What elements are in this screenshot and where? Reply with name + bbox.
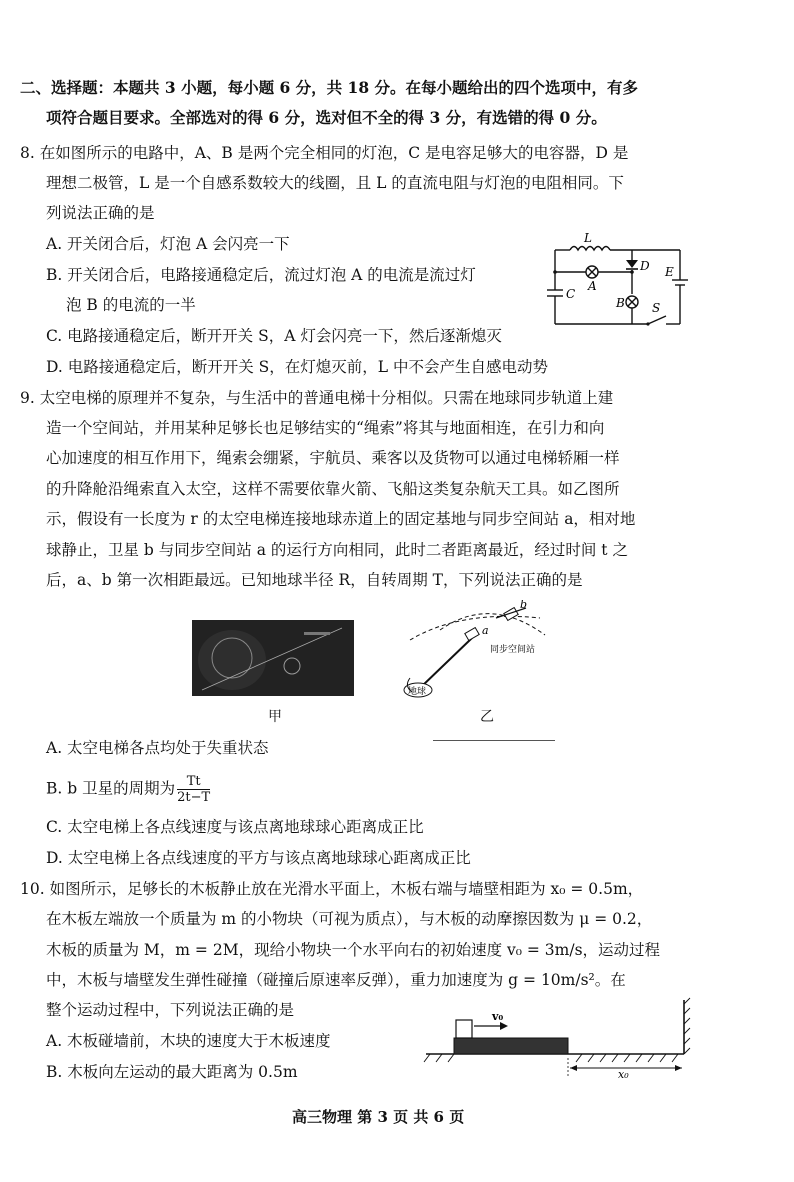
q9-option-b	[46, 774, 210, 805]
circuit-label-l: L	[584, 232, 592, 245]
fig-caption-jia: 甲	[268, 709, 282, 725]
q9-stem-line3: 心加速度的相互作用下，绳索会绷紧，宇航员、乘客以及货物可以通过电梯轿厢一样	[46, 449, 620, 467]
station-a-label: a	[482, 624, 489, 637]
orbit-diagram	[400, 600, 550, 706]
q8-stem-line2: 理想二极管，L 是一个自感系数较大的线圈，且 L 的直流电阻与灯泡的电阻相同。下	[46, 174, 624, 192]
earth-label: 地球	[408, 687, 427, 697]
q8-option-b-cont: 泡 B 的电流的一半	[66, 296, 196, 314]
q10-stem-line5: 整个运动过程中，下列说法正确的是	[46, 1001, 295, 1019]
q8-option-c: C. 电路接通稳定后，断开开关 S，A 灯会闪亮一下，然后逐渐熄灭	[46, 327, 502, 345]
v0-label: v₀	[492, 1010, 504, 1023]
q10-stem-line2: 在木板左端放一个质量为 m 的小物块（可视为质点），与木板的动摩擦因数为 μ = 0.2，	[46, 910, 653, 928]
fraction-numerator: Tt	[177, 774, 210, 790]
q9-stem-line2: 造一个空间站，并用某种足够长也足够结实的“绳索”将其与地面相连，在引力和向	[46, 419, 605, 437]
q8-option-a: A. 开关闭合后，灯泡 A 会闪亮一下	[46, 235, 290, 253]
section-heading-line1: 二、选择题：本题共 3 小题，每小题 6 分，共 18 分。在每小题给出的四个选项中，有多	[20, 78, 639, 97]
q8-stem-line1: 8. 在如图所示的电路中，A、B 是两个完全相同的灯泡，C 是电容足够大的电容器，D 是	[20, 144, 629, 162]
page-footer: 高三物理 第 3 页 共 6 页	[292, 1108, 465, 1126]
circuit-label-d: D	[640, 259, 650, 273]
section-heading-line2: 项符合题目要求。全部选对的得 6 分，选对但不全的得 3 分，有选错的得 0 分。	[46, 108, 607, 127]
q8-option-d: D. 电路接通稳定后，断开开关 S，在灯熄灭前，L 中不会产生自感电动势	[46, 358, 548, 376]
q9-stem-line5: 示，假设有一长度为 r 的太空电梯连接地球赤道上的固定基地与同步空间站 a，相对地	[46, 510, 636, 528]
circuit-label-e: E	[665, 265, 674, 279]
q9-stem-line4: 的升降舱沿绳索直入太空，这样不需要依靠火箭、飞船这类复杂航天工具。如乙图所	[46, 480, 620, 498]
q9-stem-line6: 球静止，卫星 b 与同步空间站 a 的运行方向相同，此时二者距离最近，经过时间 t 之	[46, 541, 628, 559]
q10-option-b: B. 木板向左运动的最大距离为 0.5m	[46, 1063, 298, 1081]
q8-circuit-diagram	[540, 232, 690, 332]
satellite-b-label: b	[520, 600, 528, 611]
q8-option-b: B. 开关闭合后，电路接通稳定后，流过灯泡 A 的电流是流过灯	[46, 266, 476, 284]
q9-option-a: A. 太空电梯各点均处于失重状态	[46, 739, 269, 757]
x0-label: x₀	[618, 1068, 629, 1081]
space-elevator-photo	[192, 620, 354, 696]
q9-option-b-fraction	[177, 774, 210, 805]
circuit-label-c: C	[566, 287, 576, 301]
q10-stem-line1: 10. 如图所示，足够长的木板静止放在光滑水平面上，木板右端与墙壁相距为 x₀ = 0.5m，	[20, 880, 644, 898]
circuit-label-b: B	[616, 296, 625, 310]
circuit-label-a: A	[588, 279, 597, 293]
station-label: 同步空间站	[490, 645, 536, 655]
q9-stem-line1: 9. 太空电梯的原理并不复杂，与生活中的普通电梯十分相似。只需在地球同步轨道上建	[20, 389, 614, 407]
q10-stem-line3: 木板的质量为 M，m = 2M，现给小物块一个水平向右的初始速度 v₀ = 3m/s，运动过程	[46, 941, 661, 959]
q9-option-b-prefix: B. b 卫星的周期为	[46, 779, 176, 798]
board-wall-diagram	[422, 996, 692, 1082]
q9-option-d: D. 太空电梯上各点线速度的平方与该点离地球球心距离成正比	[46, 849, 471, 867]
q10-stem-line4: 中，木板与墙壁发生弹性碰撞（碰撞后原速率反弹），重力加速度为 g = 10m/s²。在	[46, 971, 626, 989]
q10-option-a: A. 木板碰墙前，木块的速度大于木板速度	[46, 1032, 331, 1050]
divider-rule	[433, 740, 555, 741]
q9-option-c: C. 太空电梯上各点线速度与该点离地球球心距离成正比	[46, 818, 424, 836]
q8-stem-line3: 列说法正确的是	[46, 204, 155, 222]
circuit-label-s: S	[652, 301, 661, 315]
fraction-denominator: 2t−T	[177, 790, 211, 805]
q9-stem-line7: 后，a、b 第一次相距最远。已知地球半径 R，自转周期 T，下列说法正确的是	[46, 571, 583, 589]
fig-caption-yi: 乙	[480, 709, 494, 725]
